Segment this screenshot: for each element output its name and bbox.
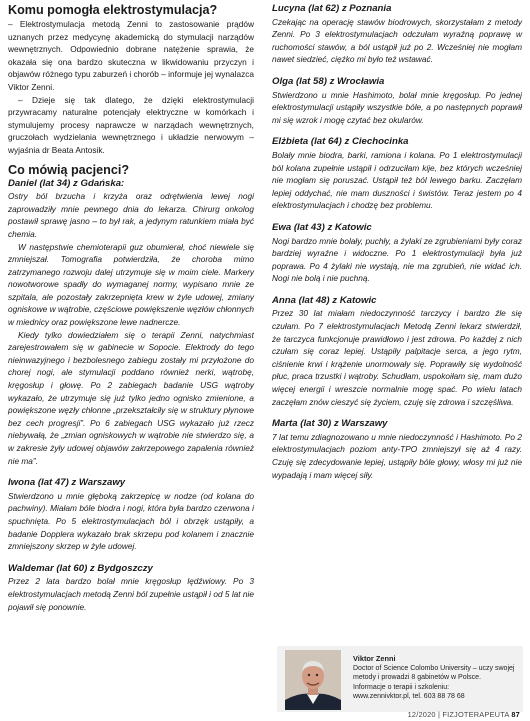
testimonial-daniel-p2: W następstwie chemioterapii guz obumierał, choć niewiele się zmniejszał. Tomografia potwierdziła, że choroba mimo zatrzymanego rozwoju dalej utrzymuje się w moim ciele. Markery nowotworowe spadły do wymaganej normy, wypisano mnie ze szpitala, ale pozostały zakrzepnięta krew w żyle udowej, zmiany ogniskowe w wątrobie, częściowe powiększenie węzłów chłonnych w miednicy oraz powiększone lewe nadnercze. — [8, 241, 254, 328]
right-column — [272, 3, 522, 481]
author-photo — [285, 650, 341, 710]
magazine-name: FIZJOTERAPEUTA — [442, 710, 510, 719]
footer-separator: | — [438, 710, 443, 719]
author-portrait-icon — [285, 650, 341, 710]
page-number: 87 — [511, 710, 520, 719]
testimonial-olga: Stwierdzono u mnie Hashimoto, bolał mnie kręgosłup. Po jednej elektrostymulacji ustąpiły wszystkie bóle, a po następnych poprawił mi się wzrok i mogę czytać bez okularów. — [272, 89, 522, 125]
author-info-label: Informacje o terapii i szkoleniu: — [353, 683, 450, 691]
page-footer-text — [408, 710, 520, 719]
testimonial-heading-lucyna: Lucyna (lat 62) z Poznania — [272, 3, 392, 14]
testimonial-heading-olga: Olga (lat 58) z Wrocławia — [272, 75, 385, 87]
testimonial-anna: Przez 30 lat miałam niedoczynność tarczycy i bardzo źle się czułam. Po 7 elektrostymulacjach Metodą Zenni lekarz stwierdził, że tarczyca funkcjonuje prawidłowo i jest zdrowa. Po każdej z nich czułam się coraz lepiej. Ustąpiły palpitacje serca, a jego rytm, ciśnienie krwi i krążenie unormowały się. Poprawiły się wydolność płuc, praca trzustki i wątroby. Schudłam, uspokoiłam się, mam dużo więcej energii i wreszcie normalnie mogę spać. Po wielu latach zaczęłam znów cieszyć się życiem, czuję się zdrowa i szczęśliwa. — [272, 308, 522, 407]
author-credentials: Doctor of Science Colombo University – uczy swojej metody i prowadzi 8 gabinetów w Polsce. — [353, 664, 515, 682]
section-heading-patients: Co mówią pacjenci? — [8, 162, 130, 177]
author-contact: www.zennivktor.pl, tel. 603 88 78 68 — [353, 693, 465, 701]
left-column — [8, 3, 254, 613]
testimonial-heading-daniel: Daniel (lat 34) z Gdańska: — [8, 177, 125, 189]
testimonial-heading-elzbieta: Elżbieta (lat 64) z Ciechocinka — [272, 136, 409, 148]
intro-paragraph-2: – Dzieje się tak dlatego, że dzięki elektrostymulacji przywracamy naturalne potencjały elektryczne w komórkach i stymulujemy procesy naprawcze w narządach wewnętrznych, gruczołach wydzielania wewnętrznego i układzie nerwowym – wyjaśnia dr Beata Antosik. — [8, 94, 254, 155]
testimonial-elzbieta: Bolały mnie biodra, barki, ramiona i kolana. Po 1 elektrostymulacji ból kolana zupełnie ustąpił i odrzuciłam kije, bez których wcześniej nie mogłam się poruszać. Ustąpił też ból lewego barku. Zaczęłam lepiej oddychać, nie mam duszności i świstów. Teraz jestem po 4 elektrostymulacjach i chodzę bez problemu. — [272, 149, 522, 211]
testimonial-lucyna: Czekając na operację stawów biodrowych, skorzystałam z metody Zenni. Po 3 elektrostymulacjach odczułam wyraźną poprawę w ruchomości stawów, a ból ustąpił już po 2. Wcześniej nie mogłam nawet siedzieć, ciężko mi było też wstawać. — [272, 16, 522, 65]
page-footer — [0, 710, 530, 721]
testimonial-daniel-p3: Kiedy tylko dowiedziałem się o terapii Zenni, natychmiast zarejestrowałem się w gabinecie w Sopocie. Elektrody do tego nieinwazyjnego i bezbolesnego zabiegu zostały mi przyłożone do chorej nogi, ale stymulacji poddano również nerki, wątrobę, kręgosłup i głowę. Po 2 zabiegach badanie USG wątroby wykazało, że utrzymuje się już tylko jedno ognisko zmienione, a powiększone węzły chłonne „przekształciły się w struktury płynowe bez cech progresji”. Po 6 zabiegach USG wykazało już rzecz niebywałą, że „zmian ogniskowych w wątrobie nie stwierdzo się, a w zakresie żyły udowej objawów zakrzepowego zapalenia również nie ma”. — [8, 329, 254, 466]
testimonial-heading-iwona: Iwona (lat 47) z Warszawy — [8, 477, 126, 489]
testimonial-ewa: Nogi bardzo mnie bolały, puchły, a żylaki ze zgrubieniami były coraz bardziej wyraźne i widoczne. Po 1 elektrostymulacji była już poprawa. Po 4 żylaki nie wystają, nie ma zgrubień, nie widać ich. Nogi nie bolą i nie puchną. — [272, 235, 522, 284]
testimonial-iwona: Stwierdzono u mnie głęboką zakrzepicę w nodze (od kolana do pachwiny). Miałam bóle biodra i nogi, która była bardzo czerwona i spuchnięta. Po 5 elektrostymulacjach ból i obrzęk ustąpiły, a badanie Dopplera wykazało brak skrzepu pod kolanem i znacznie zmniejszony skrzep w żyle udowej. — [8, 490, 254, 552]
testimonial-heading-anna: Anna (lat 48) z Katowic — [272, 294, 377, 306]
testimonial-heading-ewa: Ewa (lat 43) z Katowic — [272, 221, 372, 233]
testimonial-heading-waldemar: Waldemar (lat 60) z Bydgoszczy — [8, 562, 153, 574]
issue-date: 12/2020 — [407, 710, 436, 719]
testimonial-marta: 7 lat temu zdiagnozowano u mnie niedoczynność i Hashimoto. Po 2 elektrostymulacjach poziom anty-TPO zmniejszył się aż 4 razy. Czuję się zdecydowanie lepiej, ustąpiły bóle głowy, włosy mi już nie wypadają i mam więcej siły. — [272, 431, 522, 480]
section-heading-who-helped: Komu pomogła elektrostymulacja? — [8, 3, 218, 17]
author-info-text — [353, 654, 519, 702]
intro-paragraph-1: – Elektrostymulacja metodą Zenni to zastosowanie prądów uznanych przez medycynę akademicką do stymulacji narządów wewnętrznych. Odpowiednio dobrane natężenie sprawia, że okazała się ona bardzo skuteczna w likwidowaniu przyczyn i objawów różnego typu zaburzeń i chorób – informuje jej wynalazca Viktor Zenni. — [8, 19, 254, 92]
testimonial-daniel-p1: Ostry ból brzucha i krzyża oraz odrętwienia lewej nogi zaprowadziły mnie pewnego dnia do lekarza. Chirurg onkolog postawił sprawę jasno – to był rak, a jedynym ratunkiem miała być chemia. — [8, 191, 254, 239]
testimonial-heading-marta: Marta (lat 30) z Warszawy — [272, 418, 388, 430]
author-info-box — [277, 646, 523, 712]
author-name: Viktor Zenni — [353, 654, 396, 663]
testimonial-waldemar: Przez 2 lata bardzo bolał mnie kręgosłup lędźwiowy. Po 3 elektrostymulacjach metodą Zenni ból zupełnie ustąpił i od 5 lat nie pojawił się ponownie. — [8, 576, 254, 612]
